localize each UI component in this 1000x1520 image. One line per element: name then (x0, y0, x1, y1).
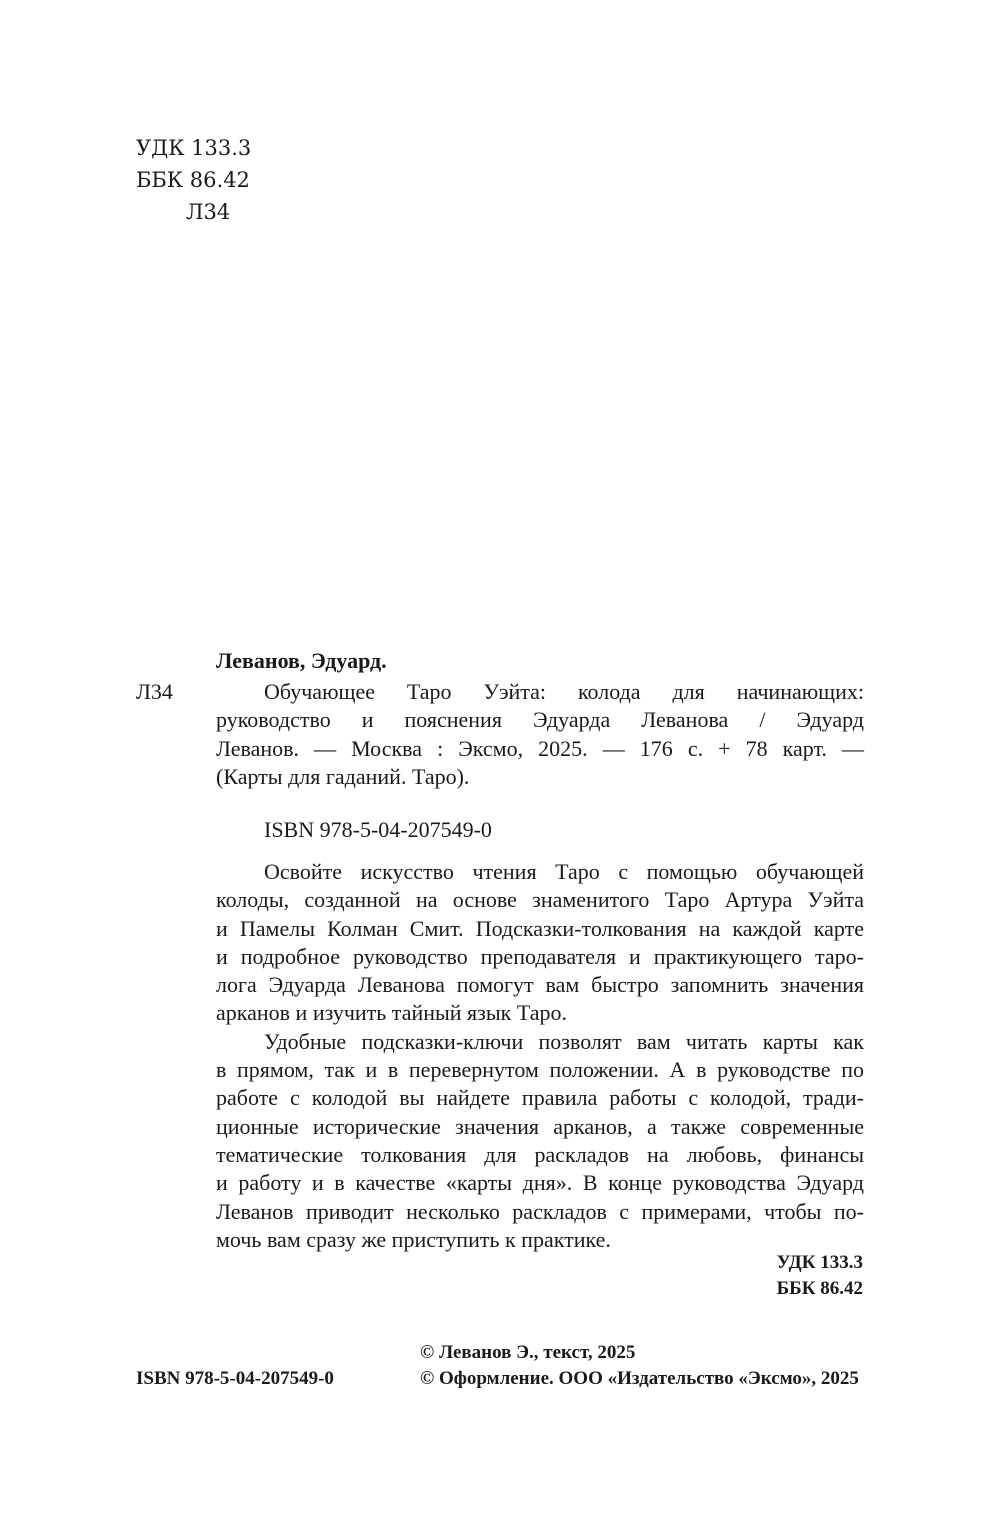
description-line: Леванов. — Москва : Эксмо, 2025. — 176 с. + 78 карт. — (216, 735, 864, 761)
annotation-line: ционные исторические значения арканов, а также современные (216, 1113, 864, 1139)
annotation-line: Освойте искусство чтения Таро с помощью обучающей (264, 859, 864, 884)
copyright-text: © Леванов Э., текст, 2025 (420, 1342, 636, 1363)
record-author-mark: Л34 (136, 679, 173, 704)
annotation-line: и работу и в качестве «карты дня». В конце руководства Эдуард (216, 1170, 864, 1196)
annotation (216, 858, 864, 1254)
annotation-line: Удобные подсказки-ключи позволят вам читать карты как (264, 1028, 864, 1054)
annotation-line: Леванов приводит несколько раскладов с примерами, чтобы по- (216, 1198, 864, 1224)
annotation-line: мочь вам сразу же приступить к практике. (216, 1226, 611, 1252)
bibliographic-description (216, 678, 864, 791)
description-line: (Карты для гаданий. Таро). (216, 763, 470, 789)
annotation-line: и подробное руководство преподавателя и практикующего таро- (216, 943, 864, 969)
isbn-line: ISBN 978-5-04-207549-0 (264, 817, 492, 842)
annotation-line: и Памелы Колман Смит. Подсказки-толкования на каждой карте (216, 915, 864, 941)
annotation-line: работе с колодой вы найдете правила работы с колодой, тради- (216, 1085, 864, 1111)
annotation-line: в прямом, так и в перевернутом положении. А в руководстве по (216, 1057, 864, 1083)
bbk-code: ББК 86.42 (136, 168, 250, 192)
udk-code-bottom: УДК 133.3 (776, 1252, 863, 1273)
description-line: Обучающее Таро Уэйта: колода для начинающих: (264, 679, 864, 704)
udk-code: УДК 133.3 (136, 136, 252, 160)
copyright-design: © Оформление. ООО «Издательство «Эксмо», 2025 (420, 1368, 859, 1389)
bbk-code-bottom: ББК 86.42 (776, 1278, 863, 1299)
annotation-line: лога Эдуарда Леванова помогут вам быстро запомнить значения (216, 972, 864, 998)
isbn-footer: ISBN 978-5-04-207549-0 (136, 1368, 334, 1389)
annotation-line: арканов и изучить тайный язык Таро. (216, 1000, 567, 1026)
description-line: руководство и пояснения Эдуарда Леванова / Эдуард (216, 707, 864, 733)
annotation-line: колоды, созданной на основе знаменитого Таро Артура Уэйта (216, 887, 864, 913)
author-heading: Леванов, Эдуард. (216, 648, 387, 673)
annotation-line: тематические толкования для раскладов на любовь, финансы (216, 1141, 864, 1167)
author-mark: Л34 (186, 200, 231, 224)
